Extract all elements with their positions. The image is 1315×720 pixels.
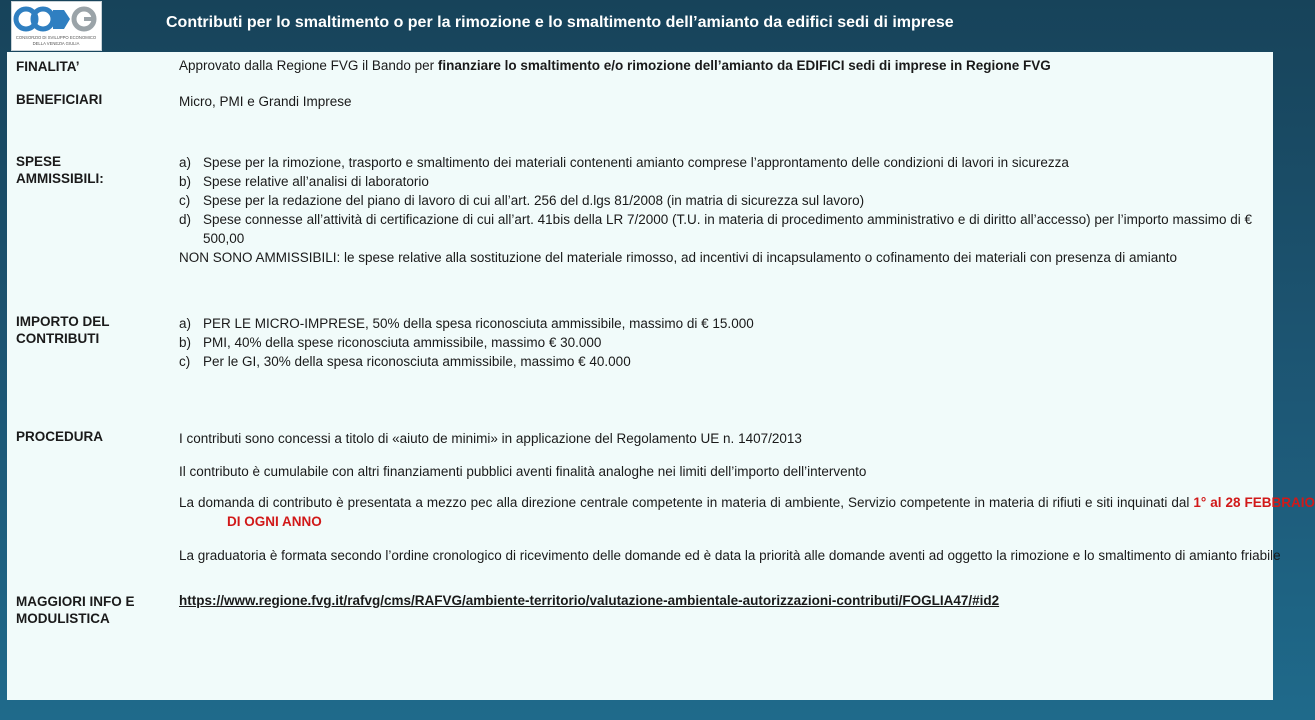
list-marker: b) bbox=[179, 335, 192, 350]
list-item bbox=[179, 314, 1267, 333]
list-item bbox=[179, 352, 1267, 371]
list-marker: a) bbox=[179, 316, 192, 331]
list-item-text: Spese per la rimozione, trasporto e smaltimento dei materiali contenenti amianto comprese l’approntamento delle condizioni di lavori in sicurezza bbox=[203, 155, 1069, 170]
logo-caption-1: CONSORZIO DI SVILUPPO ECONOMICO bbox=[15, 35, 97, 40]
beneficiari-label: BENEFICIARI bbox=[16, 92, 103, 107]
importo-list bbox=[179, 314, 1267, 371]
logo-caption-2: DELLA VENEZIA GIULIA bbox=[32, 41, 80, 46]
spese-label-line-2: AMMISSIBILI: bbox=[16, 171, 104, 186]
logo-mark bbox=[12, 2, 101, 50]
importo-label bbox=[16, 313, 166, 347]
list-item bbox=[179, 333, 1267, 352]
list-marker: c) bbox=[179, 193, 191, 208]
list-item-text: PER LE MICRO-IMPRESE, 50% della spesa riconosciuta ammissibile, massimo di € 15.000 bbox=[203, 316, 754, 331]
list-item-text: Per le GI, 30% della spesa riconosciuta ammissibile, massimo € 40.000 bbox=[203, 354, 631, 369]
procedura-p3-highlight: 1° al 28 FEBBRAIO DI OGNI ANNO bbox=[227, 495, 1315, 529]
info-label-line-2: MODULISTICA bbox=[16, 611, 110, 626]
list-item bbox=[179, 191, 1267, 210]
list-marker: b) bbox=[179, 174, 192, 189]
content-panel bbox=[7, 52, 1315, 700]
procedura-p1: I contributi sono concessi a titolo di «aiuto de minimi» in applicazione del Regolamento UE n. 1407/2013 bbox=[179, 431, 802, 446]
info-label bbox=[16, 593, 166, 627]
info-label-line-1: MAGGIORI INFO E bbox=[16, 594, 135, 609]
spese-label bbox=[16, 153, 166, 187]
modulistica-link[interactable]: https://www.regione.fvg.it/rafvg/cms/RAFVG/ambiente-territorio/valutazione-ambientale-autorizzazioni-contributi/FOGLIA47/#id2 bbox=[179, 593, 1000, 608]
procedura-p3 bbox=[179, 493, 1315, 531]
list-marker: a) bbox=[179, 155, 192, 170]
procedura-p3-plain: La domanda di contributo è presentata a mezzo pec alla direzione centrale competente in materia di ambiente, Servizio competente in materia di rifiuti e siti inquinati dal bbox=[179, 495, 1194, 510]
list-item-text: Spese per la redazione del piano di lavoro di cui all’art. 256 del d.lgs 81/2008 (in matria di sicurezza sul lavoro) bbox=[203, 193, 865, 208]
list-item-text: Spese connesse all’attività di certificazione di cui all’art. 41bis della LR 7/2000 (T.U. in materia di procedimento amministrativo e di diritto all’accesso) per l’importo massimo di € 500,00 bbox=[203, 212, 1252, 246]
procedura-label: PROCEDURA bbox=[16, 429, 104, 444]
list-item-text: Spese relative all’analisi di laboratorio bbox=[203, 174, 429, 189]
beneficiari-text: Micro, PMI e Grandi Imprese bbox=[179, 94, 352, 109]
finalita-label: FINALITA’ bbox=[16, 59, 80, 74]
list-marker: d) bbox=[179, 212, 192, 227]
company-logo bbox=[11, 1, 102, 51]
procedura-p4: La graduatoria è formata secondo l’ordine cronologico di ricevimento delle domande ed è data la priorità alle domande aventi ad oggetto la rimozione e lo smaltimento di amianto friabile bbox=[179, 548, 1281, 563]
list-item bbox=[179, 172, 1267, 191]
procedura-p2: Il contributo è cumulabile con altri finanziamenti pubblici aventi finalità analoghe nei limiti dell’importo dell’intervento bbox=[179, 464, 867, 479]
finalita-text-bold: finanziare lo smaltimento e/o rimozione dell’amianto da EDIFICI sedi di imprese in Regione FVG bbox=[437, 58, 1051, 73]
spese-label-line-1: SPESE bbox=[16, 154, 62, 169]
non-ammissibili-text: NON SONO AMMISSIBILI: le spese relative alla sostituzione del materiale rimosso, ad incentivi di incapsulamento o cofinamento dei materiali con presenza di amianto bbox=[179, 250, 1177, 265]
spese-list bbox=[179, 153, 1267, 267]
importo-label-line-1: IMPORTO DEL bbox=[16, 314, 110, 329]
finalita-text bbox=[179, 56, 1267, 75]
list-marker: c) bbox=[179, 354, 191, 369]
slide-title: Contributi per lo smaltimento o per la rimozione e lo smaltimento dell’amianto da edifici sedi di imprese bbox=[166, 14, 954, 31]
importo-label-line-2: CONTRIBUTI bbox=[16, 331, 100, 346]
info-link-row bbox=[179, 591, 1267, 610]
list-item-text: PMI, 40% della spese riconosciuta ammissibile, massimo € 30.000 bbox=[203, 335, 602, 350]
list-item bbox=[179, 153, 1267, 172]
finalita-text-plain: Approvato dalla Regione FVG il Bando per bbox=[179, 58, 438, 73]
list-item bbox=[179, 210, 1267, 248]
